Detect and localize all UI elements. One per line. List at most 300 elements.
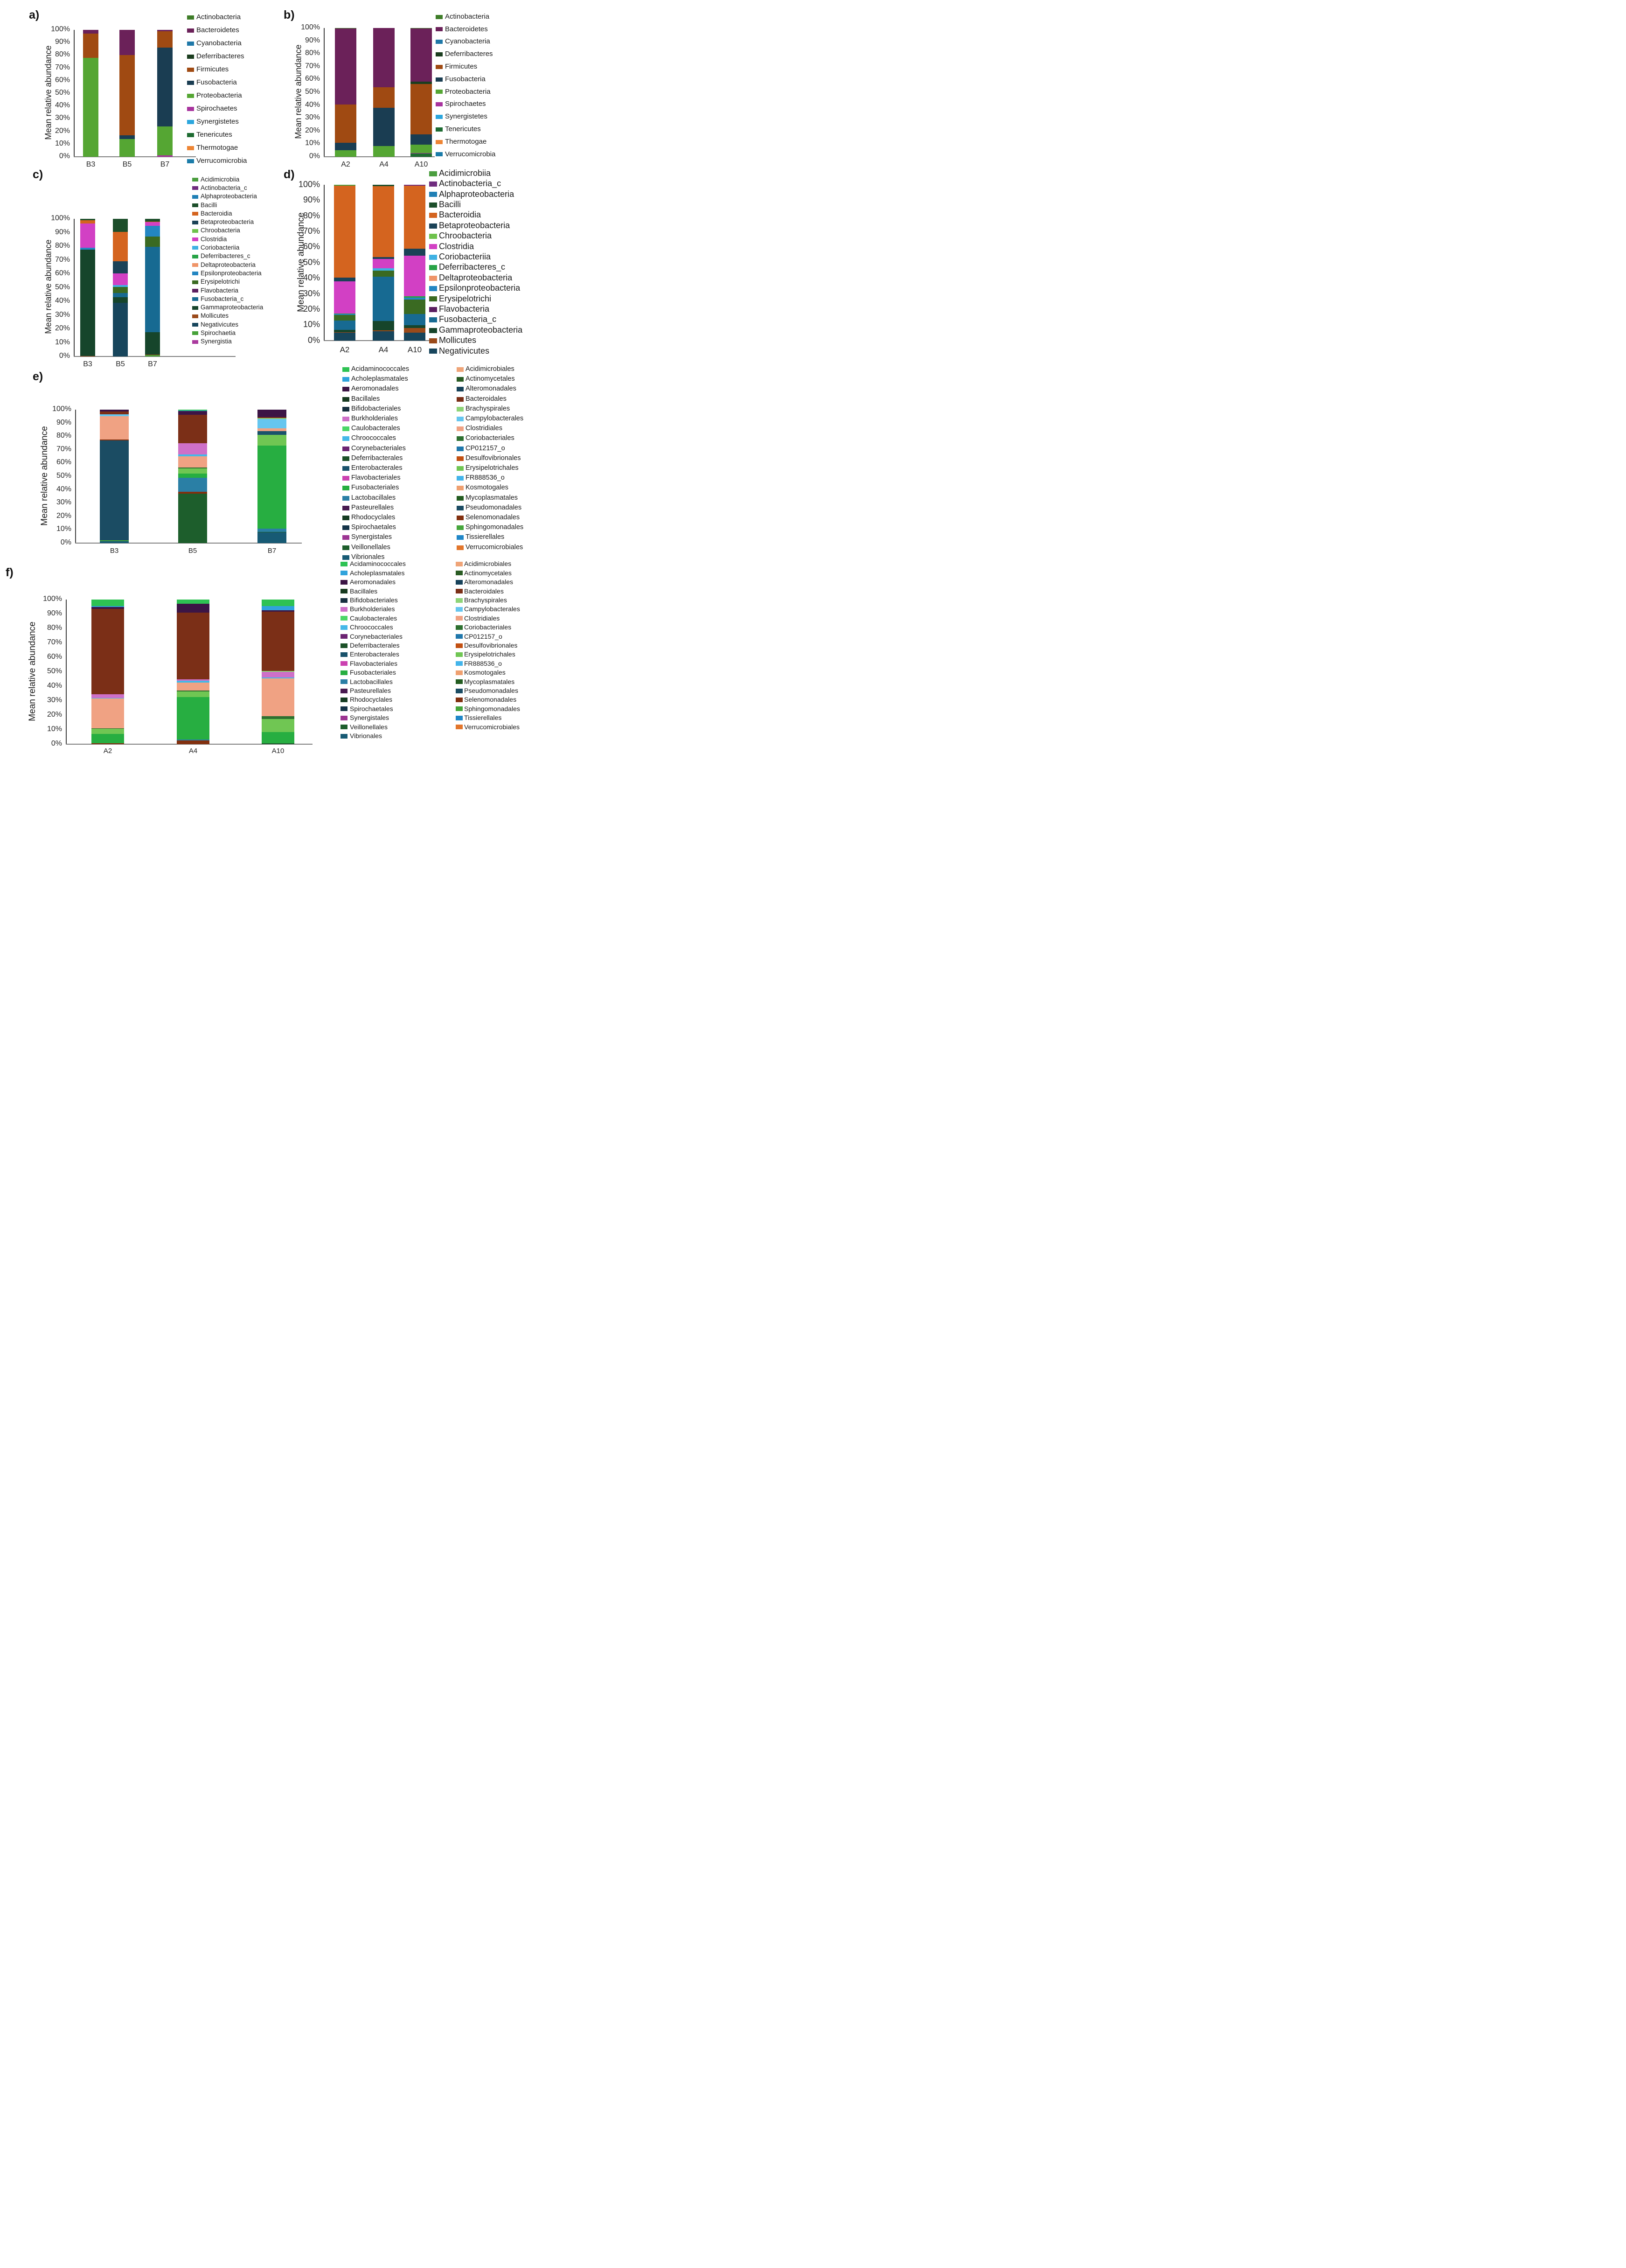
legend-item-Kosmotogales: Kosmotogales <box>466 484 508 492</box>
bar-c-B3 <box>80 219 95 356</box>
legend-swatch-Rhodocyclales <box>342 516 349 520</box>
legend-swatch-Gammaproteobacteria <box>192 306 198 310</box>
bar-d-A4 <box>373 185 394 341</box>
legend-item-Flavobacteriales: Flavobacteriales <box>351 474 401 482</box>
bar-segment-Erysipelotrichales <box>91 729 124 734</box>
legend-item-Acidimicrobiales: Acidimicrobiales <box>466 365 514 373</box>
y-tick-label: 100% <box>298 179 320 189</box>
bar-segment-Clostridia <box>80 223 95 248</box>
bar-segment-Bacteroidetes <box>335 28 356 105</box>
legend-item-Coriobacteriia: Coriobacteriia <box>439 252 491 262</box>
legend-item-Pasteurellales: Pasteurellales <box>351 503 394 511</box>
legend-item-Bacteroidia: Bacteroidia <box>439 210 481 220</box>
legend-swatch-Chroobacteria <box>192 229 198 233</box>
legend-swatch-Betaproteobacteria <box>429 223 437 229</box>
y-tick-label: 0% <box>51 740 62 748</box>
bar-segment-Epsilonproteobacteria <box>334 314 355 315</box>
legend-item-Alteromonadales: Alteromonadales <box>464 578 514 586</box>
y-tick-label: 60% <box>305 75 320 83</box>
legend-swatch-Campylobacterales <box>457 417 464 421</box>
bar-segment-Coriobacteriales <box>262 716 294 719</box>
legend-swatch-Enterobacterales <box>342 466 349 471</box>
bar-segment-Coriobacteriales <box>91 728 124 729</box>
y-tick-label: 20% <box>305 126 320 134</box>
legend-item-Deferribacteres: Deferribacteres <box>445 50 493 58</box>
legend-item-Fusobacteria_c: Fusobacteria_c <box>201 295 244 302</box>
y-tick-label: 30% <box>55 114 70 122</box>
y-tick-label: 100% <box>51 214 70 223</box>
x-category-label: B3 <box>86 161 96 168</box>
legend-swatch-Desulfovibrionales <box>456 643 463 648</box>
legend-swatch-Clostridia <box>192 237 198 241</box>
bar-segment-Veillonellales <box>262 743 294 744</box>
legend-swatch-Pseudomonadales <box>456 689 463 693</box>
y-axis-line <box>66 600 67 744</box>
legend-swatch-Erysipelotrichi <box>192 280 198 284</box>
y-tick-label: 60% <box>303 242 320 251</box>
bar-segment-Fusobacteriales <box>178 474 207 478</box>
x-category-label: A4 <box>378 345 389 354</box>
legend-swatch-Fusobacteriales <box>342 486 349 490</box>
bar-segment-Clostridia <box>145 222 160 225</box>
bar-segment-Firmicutes <box>335 105 356 142</box>
legend-item-Deferribacteres_c: Deferribacteres_c <box>439 262 506 272</box>
x-category-label: A10 <box>271 747 285 755</box>
bar-segment-Firmicutes <box>119 55 135 135</box>
legend-swatch-Deferribacterales <box>340 643 347 648</box>
bar-segment-Bacteroidetes <box>119 30 135 55</box>
bar-segment-Clostridiales <box>100 416 129 440</box>
y-axis-line <box>74 30 75 157</box>
legend-swatch-Spirochaetia <box>192 331 198 335</box>
panel-e-label: e) <box>33 370 43 383</box>
legend-swatch-Veillonellales <box>342 545 349 550</box>
legend-swatch-Flavobacteria <box>429 307 437 312</box>
legend-item-Aeromonadales: Aeromonadales <box>351 385 399 393</box>
bar-segment-Deferribacteres <box>410 82 432 84</box>
bar-segment-Erysipelotrichi <box>145 237 160 247</box>
bar-f-A2 <box>91 600 124 744</box>
bar-segment-Negativicutes <box>373 331 394 341</box>
panel-f-label: f) <box>6 566 14 579</box>
legend-swatch-Bacteroidales <box>456 589 463 593</box>
legend-item-Synergistales: Synergistales <box>350 714 389 722</box>
legend-item-Spirochaetes: Spirochaetes <box>445 100 486 108</box>
bar-segment-Lactobacillales <box>257 529 286 532</box>
legend-swatch-Clostridia <box>429 244 437 249</box>
legend-swatch-Acidimicrobiia <box>192 178 198 181</box>
y-tick-label: 60% <box>55 269 70 278</box>
y-tick-label: 90% <box>56 418 71 426</box>
legend-swatch-Tenericutes <box>436 127 443 132</box>
bar-segment-Negativicutes <box>404 333 425 341</box>
legend-swatch-Bacteroidia <box>192 212 198 216</box>
bar-segment-Selenomonadales <box>91 743 124 744</box>
bar-segment-Spirochaetes <box>410 153 432 154</box>
legend-swatch-Fusobacteriales <box>340 670 347 675</box>
bar-segment-Fusobacteria_c <box>145 247 160 332</box>
legend-item-Actinobacteria: Actinobacteria <box>196 13 241 21</box>
legend-swatch-Firmicutes <box>436 65 443 69</box>
legend-swatch-Mollicutes <box>192 314 198 318</box>
legend-item-Tenericutes: Tenericutes <box>445 125 481 133</box>
y-tick-label: 50% <box>55 89 70 97</box>
legend-item-Thermotogae: Thermotogae <box>196 143 238 152</box>
legend-item-Actinobacteria: Actinobacteria <box>445 12 490 21</box>
bar-d-A2 <box>334 185 355 341</box>
legend-item-Fusobacteria: Fusobacteria <box>196 78 237 86</box>
bar-segment-Bacteroidetes <box>157 30 173 31</box>
y-tick-label: 0% <box>307 335 320 345</box>
bar-d-A10 <box>404 185 425 341</box>
legend-item-Veillonellales: Veillonellales <box>350 723 388 731</box>
legend-item-Synergistia: Synergistia <box>201 338 232 345</box>
legend-item-Epsilonproteobacteria: Epsilonproteobacteria <box>201 269 262 277</box>
legend-item-Firmicutes: Firmicutes <box>445 62 478 70</box>
y-tick-label: 30% <box>56 498 71 507</box>
legend-swatch-Synergistia <box>192 340 198 344</box>
legend-item-Deferribacteres_c: Deferribacteres_c <box>201 252 250 260</box>
legend-item-Erysipelotrichi: Erysipelotrichi <box>201 278 240 286</box>
legend-swatch-Sphingomonadales <box>456 706 463 711</box>
bar-segment-Erysipelotrichi <box>334 315 355 321</box>
legend-item-Coriobacteriales: Coriobacteriales <box>466 434 514 442</box>
bar-segment-Mollicutes <box>334 332 355 333</box>
legend-item-Acidimicrobiales: Acidimicrobiales <box>464 560 512 568</box>
legend-item-Fusobacteria: Fusobacteria <box>445 75 486 83</box>
bar-segment-Campylobacterales <box>257 419 286 428</box>
legend-item-Selenomonadales: Selenomonadales <box>466 514 520 521</box>
legend-swatch-Acholeplasmatales <box>340 571 347 575</box>
y-tick-label: 40% <box>55 101 70 110</box>
legend-item-Pseudomonadales: Pseudomonadales <box>464 686 518 694</box>
bar-segment-Acidaminococcales <box>178 410 207 411</box>
legend-swatch-Acidaminococcales <box>342 367 349 372</box>
bar-segment-Acidaminococcales <box>262 600 294 606</box>
legend-swatch-Erysipelotrichi <box>429 296 437 301</box>
legend-item-Desulfovibrionales: Desulfovibrionales <box>466 454 521 462</box>
bar-segment-Bacteroidetes <box>83 30 98 34</box>
x-category-label: A2 <box>340 345 350 354</box>
legend-item-Chroobacteria: Chroobacteria <box>439 231 492 241</box>
bar-segment-Gammaproteobacteria <box>145 332 160 354</box>
bar-segment-Clostridiales <box>262 678 294 716</box>
legend-swatch-Vibrionales <box>342 555 349 560</box>
legend-item-Betaproteobacteria: Betaproteobacteria <box>439 220 510 230</box>
legend-item-Campylobacterales: Campylobacterales <box>464 605 520 613</box>
bar-segment-Proteobacteria <box>335 150 356 157</box>
legend-swatch-Bifidobacteriales <box>340 598 347 603</box>
legend-swatch-Acidimicrobiales <box>457 367 464 372</box>
bar-segment-Gammaproteobacteria <box>404 325 425 328</box>
legend-item-Bacilli: Bacilli <box>201 201 217 209</box>
legend-swatch-Synergistetes <box>187 120 194 124</box>
legend-item-Chroococcales: Chroococcales <box>351 434 396 442</box>
legend-swatch-Pseudomonadales <box>457 506 464 510</box>
legend-item-Acholeplasmatales: Acholeplasmatales <box>350 569 405 577</box>
legend-item-Spirochaetales: Spirochaetales <box>351 523 396 531</box>
bar-segment-Clostridia <box>113 273 128 285</box>
legend-item-Flavobacteria: Flavobacteria <box>201 286 239 294</box>
legend-item-Gammaproteobacteria: Gammaproteobacteria <box>201 304 264 311</box>
y-tick-label: 20% <box>55 126 70 135</box>
bar-segment-Clostridiales <box>177 683 209 691</box>
legend-swatch-Pasteurellales <box>340 689 347 693</box>
bar-segment-Erysipelotrichales <box>257 435 286 446</box>
bar-e-B3 <box>100 410 129 543</box>
legend-swatch-Bacilli <box>192 203 198 207</box>
legend-item-Verrucomicrobiales: Verrucomicrobiales <box>466 543 523 551</box>
legend-swatch-Caulobacterales <box>342 426 349 431</box>
legend-swatch-Flavobacteria <box>192 289 198 293</box>
y-tick-label: 80% <box>55 242 70 250</box>
legend-swatch-Bacteroidales <box>457 397 464 402</box>
legend-swatch-Synergistetes <box>436 115 443 119</box>
legend-swatch-Deferribacteres <box>436 52 443 56</box>
y-tick-label: 70% <box>47 638 62 647</box>
y-tick-label: 30% <box>47 696 62 705</box>
bar-segment-Sphingomonadales <box>100 540 129 541</box>
bar-segment-Betaproteobacteria <box>373 257 394 258</box>
bar-a-B5 <box>119 30 135 157</box>
legend-swatch-Proteobacteria <box>436 90 443 94</box>
legend-swatch-Bacteroidetes <box>436 27 443 31</box>
legend-swatch-Cyanobacteria <box>436 40 443 44</box>
y-tick-label: 70% <box>303 226 320 236</box>
legend-swatch-Kosmotogales <box>457 486 464 490</box>
bar-segment-Burkholderiales <box>262 672 294 677</box>
legend-item-Bacillales: Bacillales <box>350 587 378 595</box>
legend-item-Bacteroidia: Bacteroidia <box>201 209 232 217</box>
bar-segment-Fusobacteria <box>373 108 395 146</box>
legend-swatch-Flavobacteriales <box>342 476 349 481</box>
bar-segment-Actinobacteria_c <box>404 185 425 186</box>
bar-segment-Gammaproteobacteria <box>373 321 394 330</box>
legend-swatch-Coriobacteriia <box>429 255 437 260</box>
legend-item-Campylobacterales: Campylobacterales <box>466 415 524 422</box>
legend-item-Bifidobacteriales: Bifidobacteriales <box>350 596 398 604</box>
legend-item-Epsilonproteobacteria: Epsilonproteobacteria <box>439 283 521 293</box>
y-axis-title-b: Mean relative abundance <box>293 44 303 139</box>
x-category-label: B3 <box>83 360 92 368</box>
legend-item-Chroococcales: Chroococcales <box>350 623 393 631</box>
legend-item-Alphaproteobacteria: Alphaproteobacteria <box>439 189 514 199</box>
legend-swatch-FR888536_o <box>456 661 463 666</box>
legend-item-Deltaproteobacteria: Deltaproteobacteria <box>439 272 513 282</box>
bar-segment-Clostridia <box>404 256 425 296</box>
bar-segment-Fusobacteria_c <box>113 293 128 297</box>
bar-segment-Fusobacteriales <box>91 734 124 743</box>
legend-item-Bacteroidales: Bacteroidales <box>464 587 504 595</box>
y-tick-label: 90% <box>303 195 320 205</box>
legend-swatch-Burkholderiales <box>342 417 349 421</box>
legend-item-Verrucomicrobiales: Verrucomicrobiales <box>464 723 520 731</box>
legend-swatch-Spirochaetes <box>187 107 194 111</box>
y-tick-label: 40% <box>303 273 320 283</box>
bar-segment-Coriobacteriia <box>373 268 394 271</box>
legend-item-Alphaproteobacteria: Alphaproteobacteria <box>201 193 257 200</box>
legend-swatch-Brachyspirales <box>456 598 463 603</box>
legend-item-Aeromonadales: Aeromonadales <box>350 578 396 586</box>
legend-item-Pasteurellales: Pasteurellales <box>350 686 391 694</box>
y-tick-label: 100% <box>51 25 70 34</box>
bar-segment-Bacteroidales <box>177 613 209 679</box>
bar-segment-Fusobacteria_c <box>404 314 425 325</box>
bar-segment-Acholeplasmatales <box>262 606 294 610</box>
legend-item-Deltaproteobacteria: Deltaproteobacteria <box>201 261 256 268</box>
figure-page <box>0 0 542 756</box>
legend-item-Caulobacterales: Caulobacterales <box>351 425 400 433</box>
bar-segment-Brachyspirales <box>262 671 294 672</box>
legend-swatch-Mycoplasmatales <box>456 679 463 684</box>
legend-item-Acidaminococcales: Acidaminococcales <box>350 560 406 568</box>
legend-swatch-Kosmotogales <box>456 670 463 675</box>
legend-swatch-FR888536_o <box>457 476 464 481</box>
bar-b-A4 <box>373 28 395 157</box>
bar-segment-Betaproteobacteria <box>334 278 355 281</box>
legend-item-Thermotogae: Thermotogae <box>445 137 487 146</box>
legend-swatch-Deltaproteobacteria <box>429 276 437 281</box>
y-tick-label: 70% <box>55 255 70 264</box>
bar-c-B7 <box>145 219 160 356</box>
legend-swatch-Sphingomonadales <box>457 525 464 530</box>
legend-swatch-CP012157_o <box>456 634 463 639</box>
bar-segment-Campylobacterales <box>100 414 129 416</box>
bar-segment-Spirochaetia <box>145 355 160 356</box>
legend-item-Coriobacteriia: Coriobacteriia <box>201 244 240 251</box>
y-tick-label: 80% <box>303 210 320 220</box>
y-tick-label: 50% <box>55 283 70 291</box>
legend-item-Bacteroidales: Bacteroidales <box>466 395 507 403</box>
x-category-label: A4 <box>379 161 389 168</box>
y-tick-label: 40% <box>56 485 71 493</box>
legend-item-Burkholderiales: Burkholderiales <box>351 415 398 422</box>
legend-swatch-Vibrionales <box>340 734 347 739</box>
legend-swatch-Corynebacteriales <box>342 447 349 451</box>
legend-item-Mycoplasmatales: Mycoplasmatales <box>466 494 518 502</box>
bar-segment-Mollicutes <box>404 328 425 333</box>
bar-segment-Gammaproteobacteria <box>334 330 355 332</box>
x-category-label: A4 <box>188 747 198 755</box>
legend-item-Spirochaetales: Spirochaetales <box>350 705 393 712</box>
legend-swatch-Coriobacteriia <box>192 246 198 250</box>
y-tick-label: 90% <box>55 38 70 46</box>
bar-segment-Acidaminococcales <box>177 600 209 604</box>
panel-c-label: c) <box>33 168 43 181</box>
bar-segment-Acidaminococcales <box>91 600 124 606</box>
bar-segment-Epsilonproteobacteria <box>80 248 95 250</box>
legend-swatch-Pasteurellales <box>342 506 349 510</box>
bar-segment-Brachyspirales <box>257 418 286 419</box>
legend-swatch-Thermotogae <box>436 140 443 144</box>
bar-segment-Deferribacteres_c <box>404 296 425 298</box>
bar-segment-Clostridiales <box>178 456 207 468</box>
legend-item-Erysipelotrichales: Erysipelotrichales <box>464 650 515 658</box>
legend-item-Caulobacterales: Caulobacterales <box>350 614 397 622</box>
legend-item-Lactobacillales: Lactobacillales <box>350 677 393 685</box>
y-tick-label: 0% <box>59 152 70 161</box>
legend-swatch-Veillonellales <box>340 725 347 729</box>
x-category-label: A2 <box>341 161 350 168</box>
legend-item-Vibrionales: Vibrionales <box>351 553 385 561</box>
legend-item-Rhodocyclales: Rhodocyclales <box>351 514 396 521</box>
x-category-label: B5 <box>188 547 197 555</box>
bar-segment-Coriobacteriia <box>113 285 128 287</box>
bar-segment-Pseudomonadales <box>100 440 129 541</box>
legend-swatch-Fusobacteria_c <box>429 317 437 322</box>
legend-item-Bacteroidetes: Bacteroidetes <box>196 26 239 34</box>
legend-swatch-Bacteroidia <box>429 213 437 218</box>
bar-segment-Acidimicrobiia <box>334 185 355 186</box>
legend-swatch-Mycoplasmatales <box>457 496 464 501</box>
legend-item-Negativicutes: Negativicutes <box>201 321 239 328</box>
bar-b-A2 <box>335 28 356 157</box>
bar-segment-Burkholderiales <box>178 443 207 454</box>
legend-swatch-Clostridiales <box>456 616 463 621</box>
legend-item-Mollicutes: Mollicutes <box>201 312 229 320</box>
bar-segment-Fusobacteria <box>410 134 432 145</box>
bar-segment-Proteobacteria <box>410 145 432 153</box>
legend-item-Tissierellales: Tissierellales <box>466 533 505 541</box>
legend-swatch-Verrucomicrobia <box>436 152 443 156</box>
panel-d-label: d) <box>284 168 295 181</box>
legend-swatch-Aeromonadales <box>342 387 349 391</box>
legend-item-Bacteroidetes: Bacteroidetes <box>445 25 488 33</box>
y-tick-label: 60% <box>47 653 62 661</box>
legend-swatch-Deferribacterales <box>342 456 349 461</box>
bar-segment-Bacteroidetes <box>410 28 432 81</box>
x-category-label: B7 <box>160 161 170 168</box>
y-tick-label: 50% <box>47 667 62 676</box>
legend-item-Actinomycetales: Actinomycetales <box>464 569 512 577</box>
bar-segment-Betaproteobacteria <box>113 261 128 273</box>
bar-segment-Spirochaetes <box>157 155 173 157</box>
y-tick-label: 50% <box>305 88 320 96</box>
legend-swatch-Epsilonproteobacteria <box>192 272 198 275</box>
legend-item-Betaproteobacteria: Betaproteobacteria <box>201 218 254 226</box>
legend-swatch-Clostridiales <box>457 426 464 431</box>
bar-segment-Aeromonadales <box>257 410 286 417</box>
y-tick-label: 50% <box>56 472 71 480</box>
legend-swatch-Lactobacillales <box>342 496 349 501</box>
legend-swatch-Acidimicrobiales <box>456 562 463 566</box>
bar-segment-Fusobacteria <box>335 143 356 151</box>
y-tick-label: 10% <box>56 525 71 533</box>
y-axis-title-e: Mean relative abundance <box>40 426 49 526</box>
bar-segment-Negativicutes <box>334 333 355 341</box>
x-category-label: B7 <box>267 547 277 555</box>
legend-item-Fusobacteriales: Fusobacteriales <box>350 669 396 677</box>
legend-item-Brachyspirales: Brachyspirales <box>466 405 510 412</box>
legend-swatch-Chroococcales <box>342 436 349 441</box>
legend-swatch-Mollicutes <box>429 338 437 343</box>
y-tick-label: 80% <box>47 624 62 632</box>
legend-item-Sphingomonadales: Sphingomonadales <box>466 523 524 531</box>
y-tick-label: 70% <box>305 62 320 70</box>
legend-item-Burkholderiales: Burkholderiales <box>350 605 395 613</box>
bar-segment-Firmicutes <box>157 31 173 48</box>
legend-item-Gammaproteobacteria: Gammaproteobacteria <box>439 325 523 335</box>
bar-segment-Clostridia <box>373 259 394 268</box>
legend-swatch-Coriobacteriales <box>457 436 464 441</box>
legend-item-Clostridiales: Clostridiales <box>466 425 502 433</box>
legend-swatch-Chroobacteria <box>429 234 437 239</box>
legend-swatch-Tissierellales <box>457 535 464 540</box>
legend-swatch-Caulobacterales <box>340 616 347 621</box>
legend-item-Mollicutes: Mollicutes <box>439 335 477 345</box>
y-tick-label: 30% <box>303 288 320 298</box>
bar-segment-Chroococcales <box>91 698 124 699</box>
